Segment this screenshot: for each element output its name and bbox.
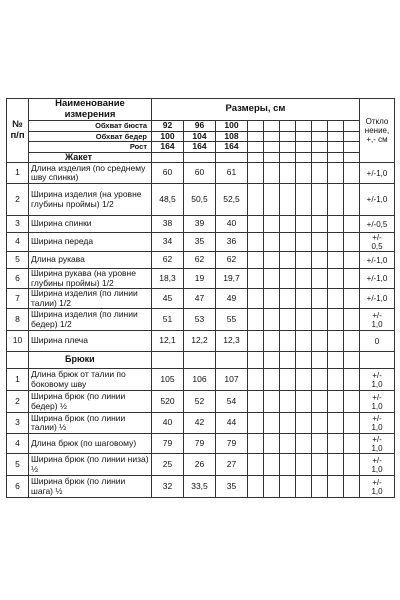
- size-value: 54: [216, 391, 248, 413]
- measurement-name: Длина изделия (по среднему шву спинки): [29, 163, 152, 184]
- measurement-name: Ширина изделия (по линии талии) 1/2: [29, 289, 152, 309]
- row-number: 5: [7, 454, 29, 476]
- size-param-value: 164: [152, 142, 184, 153]
- empty-cell: [328, 476, 344, 498]
- size-param-row: [7, 131, 395, 142]
- empty-cell: [264, 476, 280, 498]
- size-value: 51: [152, 309, 184, 331]
- empty-cell: [280, 233, 296, 252]
- empty-cell: [152, 352, 184, 369]
- measurement-name: Длина рукава: [29, 252, 152, 269]
- measurement-name: Ширина спинки: [29, 216, 152, 233]
- section-row: [7, 152, 395, 163]
- empty-cell: [296, 233, 312, 252]
- empty-cell: [312, 252, 328, 269]
- empty-cell: [296, 454, 312, 476]
- row-number: 8: [7, 309, 29, 331]
- empty-cell: [264, 391, 280, 413]
- size-value: 79: [184, 434, 216, 454]
- tolerance-value: +/- 1,0: [360, 434, 395, 454]
- empty-cell: [296, 142, 312, 153]
- size-value: 520: [152, 391, 184, 413]
- size-value: 60: [184, 163, 216, 184]
- empty-cell: [296, 252, 312, 269]
- row-number: 3: [7, 413, 29, 434]
- empty-cell: [280, 369, 296, 391]
- empty-cell: [296, 476, 312, 498]
- empty-cell: [344, 289, 360, 309]
- size-value: 36: [216, 233, 248, 252]
- size-value: 38: [152, 216, 184, 233]
- empty-cell: [312, 184, 328, 216]
- empty-cell: [280, 152, 296, 163]
- measurement-row: [7, 434, 395, 454]
- tolerance-value: +/- 1,0: [360, 454, 395, 476]
- empty-cell: [280, 163, 296, 184]
- empty-cell: [328, 289, 344, 309]
- measurement-row: [7, 391, 395, 413]
- measurement-row: [7, 184, 395, 216]
- empty-cell: [280, 352, 296, 369]
- empty-cell: [312, 454, 328, 476]
- empty-cell: [344, 369, 360, 391]
- size-value: 25: [152, 454, 184, 476]
- empty-cell: [248, 163, 264, 184]
- empty-cell: [248, 121, 264, 132]
- size-value: 48,5: [152, 184, 184, 216]
- section-title: Жакет: [29, 152, 152, 163]
- size-value: 60: [152, 163, 184, 184]
- empty-cell: [248, 413, 264, 434]
- size-param-value: 164: [184, 142, 216, 153]
- tolerance-value: +/-1,0: [360, 252, 395, 269]
- empty-cell: [152, 152, 184, 163]
- size-value: 44: [216, 413, 248, 434]
- size-value: 12,3: [216, 331, 248, 352]
- empty-cell: [248, 309, 264, 331]
- empty-cell: [296, 216, 312, 233]
- empty-cell: [248, 269, 264, 289]
- empty-cell: [248, 184, 264, 216]
- empty-cell: [328, 184, 344, 216]
- empty-cell: [264, 142, 280, 153]
- empty-cell: [264, 252, 280, 269]
- empty-cell: [344, 233, 360, 252]
- tolerance-value: +/- 1,0: [360, 391, 395, 413]
- size-param-value: 164: [216, 142, 248, 153]
- empty-cell: [280, 252, 296, 269]
- empty-cell: [360, 352, 395, 369]
- empty-cell: [328, 142, 344, 153]
- empty-cell: [312, 309, 328, 331]
- size-param-value: 96: [184, 121, 216, 132]
- empty-cell: [248, 131, 264, 142]
- row-number: 6: [7, 476, 29, 498]
- empty-cell: [296, 413, 312, 434]
- size-value: 62: [184, 252, 216, 269]
- header-row: [7, 99, 395, 121]
- empty-cell: [328, 269, 344, 289]
- measurement-row: [7, 476, 395, 498]
- empty-cell: [344, 131, 360, 142]
- tolerance-value: +/- 0,5: [360, 233, 395, 252]
- empty-cell: [264, 184, 280, 216]
- size-value: 18,3: [152, 269, 184, 289]
- empty-cell: [280, 121, 296, 132]
- size-value: 61: [216, 163, 248, 184]
- empty-cell: [280, 269, 296, 289]
- empty-cell: [296, 163, 312, 184]
- empty-cell: [344, 142, 360, 153]
- measurement-row: [7, 331, 395, 352]
- measurement-row: [7, 163, 395, 184]
- empty-cell: [296, 121, 312, 132]
- empty-cell: [312, 352, 328, 369]
- size-value: 42: [184, 413, 216, 434]
- empty-cell: [312, 152, 328, 163]
- empty-cell: [216, 352, 248, 369]
- empty-cell: [248, 476, 264, 498]
- empty-cell: [248, 434, 264, 454]
- empty-cell: [344, 121, 360, 132]
- empty-cell: [328, 352, 344, 369]
- empty-cell: [296, 369, 312, 391]
- size-value: 55: [216, 309, 248, 331]
- header-sizes: Размеры, см: [152, 99, 360, 121]
- section-row: [7, 352, 395, 369]
- empty-cell: [312, 131, 328, 142]
- empty-cell: [344, 309, 360, 331]
- empty-cell: [344, 476, 360, 498]
- empty-cell: [296, 152, 312, 163]
- empty-cell: [264, 413, 280, 434]
- size-value: 50,5: [184, 184, 216, 216]
- row-number: 10: [7, 331, 29, 352]
- row-number: 1: [7, 163, 29, 184]
- measurement-name: Длина брюк (по шаговому): [29, 434, 152, 454]
- row-number: 3: [7, 216, 29, 233]
- size-value: 106: [184, 369, 216, 391]
- empty-cell: [312, 369, 328, 391]
- size-value: 32: [152, 476, 184, 498]
- empty-cell: [328, 454, 344, 476]
- size-value: 39: [184, 216, 216, 233]
- measurement-row: [7, 252, 395, 269]
- empty-cell: [312, 163, 328, 184]
- empty-cell: [312, 142, 328, 153]
- row-number: 1: [7, 369, 29, 391]
- measurement-name: Ширина изделия (на уровне глубины проймы) 1/2: [29, 184, 152, 216]
- empty-cell: [296, 391, 312, 413]
- empty-cell: [296, 352, 312, 369]
- measurement-name: Ширина рукава (на уровне глубины проймы) 1/2: [29, 269, 152, 289]
- size-value: 35: [184, 233, 216, 252]
- size-param-value: 108: [216, 131, 248, 142]
- empty-cell: [248, 142, 264, 153]
- size-value: 105: [152, 369, 184, 391]
- tolerance-value: +/-1,0: [360, 184, 395, 216]
- measurement-name: Ширина переда: [29, 233, 152, 252]
- header-tolerance: Откло нение, +,- см: [360, 99, 395, 163]
- empty-cell: [248, 454, 264, 476]
- size-value: 79: [152, 434, 184, 454]
- size-value: 35: [216, 476, 248, 498]
- size-value: 40: [216, 216, 248, 233]
- empty-cell: [344, 184, 360, 216]
- size-value: 19: [184, 269, 216, 289]
- empty-cell: [328, 163, 344, 184]
- empty-cell: [312, 434, 328, 454]
- size-value: 33,5: [184, 476, 216, 498]
- row-number: 4: [7, 233, 29, 252]
- empty-cell: [264, 454, 280, 476]
- empty-cell: [344, 413, 360, 434]
- empty-cell: [264, 331, 280, 352]
- empty-cell: [344, 269, 360, 289]
- measurement-table: [6, 98, 395, 498]
- empty-cell: [264, 309, 280, 331]
- empty-cell: [280, 131, 296, 142]
- empty-cell: [312, 413, 328, 434]
- size-value: 53: [184, 309, 216, 331]
- size-value: 45: [152, 289, 184, 309]
- measurement-row: [7, 309, 395, 331]
- empty-cell: [280, 331, 296, 352]
- measurement-row: [7, 233, 395, 252]
- empty-cell: [296, 131, 312, 142]
- empty-cell: [280, 476, 296, 498]
- row-number: 5: [7, 252, 29, 269]
- tolerance-value: +/-1,0: [360, 289, 395, 309]
- empty-cell: [344, 163, 360, 184]
- empty-cell: [280, 391, 296, 413]
- empty-cell: [296, 331, 312, 352]
- tolerance-value: +/- 1,0: [360, 476, 395, 498]
- size-value: 52: [184, 391, 216, 413]
- empty-cell: [280, 184, 296, 216]
- measurement-row: [7, 216, 395, 233]
- empty-cell: [280, 216, 296, 233]
- measurement-row: [7, 454, 395, 476]
- row-number: 4: [7, 434, 29, 454]
- empty-cell: [280, 289, 296, 309]
- measurement-row: [7, 289, 395, 309]
- empty-cell: [312, 476, 328, 498]
- tolerance-value: +/- 1,0: [360, 309, 395, 331]
- empty-cell: [264, 216, 280, 233]
- empty-cell: [184, 352, 216, 369]
- measurement-name: Ширина брюк (по линии талии) ½: [29, 413, 152, 434]
- empty-cell: [264, 152, 280, 163]
- empty-cell: [184, 152, 216, 163]
- empty-cell: [296, 269, 312, 289]
- empty-cell: [264, 121, 280, 132]
- empty-cell: [280, 413, 296, 434]
- measurement-name: Ширина брюк (по линии шага) ½: [29, 476, 152, 498]
- size-value: 19,7: [216, 269, 248, 289]
- size-param-value: 104: [184, 131, 216, 142]
- size-value: 79: [216, 434, 248, 454]
- tolerance-value: +/-1,0: [360, 269, 395, 289]
- empty-cell: [312, 391, 328, 413]
- empty-cell: [344, 152, 360, 163]
- header-number: № п/п: [7, 99, 29, 163]
- measurement-row: [7, 369, 395, 391]
- empty-cell: [264, 163, 280, 184]
- empty-cell: [328, 252, 344, 269]
- size-value: 107: [216, 369, 248, 391]
- tolerance-value: +/-1,0: [360, 163, 395, 184]
- empty-cell: [216, 152, 248, 163]
- empty-cell: [264, 352, 280, 369]
- measurement-row: [7, 413, 395, 434]
- empty-cell: [7, 352, 29, 369]
- row-number: 2: [7, 184, 29, 216]
- measurement-name: Ширина изделия (по линии бедер) 1/2: [29, 309, 152, 331]
- empty-cell: [344, 454, 360, 476]
- size-value: 47: [184, 289, 216, 309]
- size-value: 62: [152, 252, 184, 269]
- measurement-name: Ширина брюк (по линии бедер) ½: [29, 391, 152, 413]
- size-param-value: 100: [216, 121, 248, 132]
- size-param-label: Обхват бюста: [29, 121, 152, 132]
- empty-cell: [328, 434, 344, 454]
- tolerance-value: +/- 1,0: [360, 369, 395, 391]
- size-value: 62: [216, 252, 248, 269]
- empty-cell: [248, 369, 264, 391]
- empty-cell: [248, 352, 264, 369]
- empty-cell: [264, 369, 280, 391]
- empty-cell: [280, 454, 296, 476]
- size-value: 12,1: [152, 331, 184, 352]
- empty-cell: [328, 309, 344, 331]
- empty-cell: [264, 233, 280, 252]
- empty-cell: [248, 216, 264, 233]
- empty-cell: [296, 434, 312, 454]
- empty-cell: [328, 233, 344, 252]
- empty-cell: [280, 434, 296, 454]
- row-number: 7: [7, 289, 29, 309]
- empty-cell: [344, 434, 360, 454]
- empty-cell: [328, 131, 344, 142]
- size-param-value: 100: [152, 131, 184, 142]
- header-measurement-name: Наименование измерения: [29, 99, 152, 121]
- empty-cell: [328, 331, 344, 352]
- empty-cell: [328, 152, 344, 163]
- empty-cell: [296, 289, 312, 309]
- tolerance-value: +/- 1,0: [360, 413, 395, 434]
- tolerance-value: 0: [360, 331, 395, 352]
- empty-cell: [344, 352, 360, 369]
- size-value: 52,5: [216, 184, 248, 216]
- size-param-row: [7, 121, 395, 132]
- empty-cell: [312, 331, 328, 352]
- empty-cell: [328, 413, 344, 434]
- section-title: Брюки: [29, 352, 152, 369]
- empty-cell: [248, 289, 264, 309]
- empty-cell: [344, 216, 360, 233]
- empty-cell: [344, 391, 360, 413]
- measurement-sheet: [6, 98, 395, 498]
- size-value: 49: [216, 289, 248, 309]
- size-param-label: Рост: [29, 142, 152, 153]
- empty-cell: [312, 216, 328, 233]
- empty-cell: [312, 121, 328, 132]
- empty-cell: [264, 289, 280, 309]
- size-param-value: 92: [152, 121, 184, 132]
- size-param-row: [7, 142, 395, 153]
- size-value: 27: [216, 454, 248, 476]
- empty-cell: [248, 391, 264, 413]
- size-value: 12,2: [184, 331, 216, 352]
- size-value: 40: [152, 413, 184, 434]
- empty-cell: [296, 309, 312, 331]
- empty-cell: [328, 216, 344, 233]
- empty-cell: [296, 184, 312, 216]
- size-value: 34: [152, 233, 184, 252]
- size-param-label: Обхват бедер: [29, 131, 152, 142]
- tolerance-value: +/-0,5: [360, 216, 395, 233]
- empty-cell: [312, 233, 328, 252]
- measurement-name: Длина брюк от талии по боковому шву: [29, 369, 152, 391]
- empty-cell: [248, 331, 264, 352]
- row-number: 6: [7, 269, 29, 289]
- empty-cell: [344, 331, 360, 352]
- empty-cell: [328, 391, 344, 413]
- empty-cell: [312, 289, 328, 309]
- empty-cell: [248, 233, 264, 252]
- empty-cell: [328, 121, 344, 132]
- empty-cell: [264, 269, 280, 289]
- empty-cell: [328, 369, 344, 391]
- empty-cell: [248, 252, 264, 269]
- measurement-name: Ширина брюк (по линии низа) ½: [29, 454, 152, 476]
- measurement-row: [7, 269, 395, 289]
- size-value: 26: [184, 454, 216, 476]
- measurement-name: Ширина плеча: [29, 331, 152, 352]
- row-number: 2: [7, 391, 29, 413]
- empty-cell: [248, 152, 264, 163]
- empty-cell: [312, 269, 328, 289]
- empty-cell: [264, 434, 280, 454]
- empty-cell: [344, 252, 360, 269]
- empty-cell: [280, 142, 296, 153]
- empty-cell: [280, 309, 296, 331]
- empty-cell: [264, 131, 280, 142]
